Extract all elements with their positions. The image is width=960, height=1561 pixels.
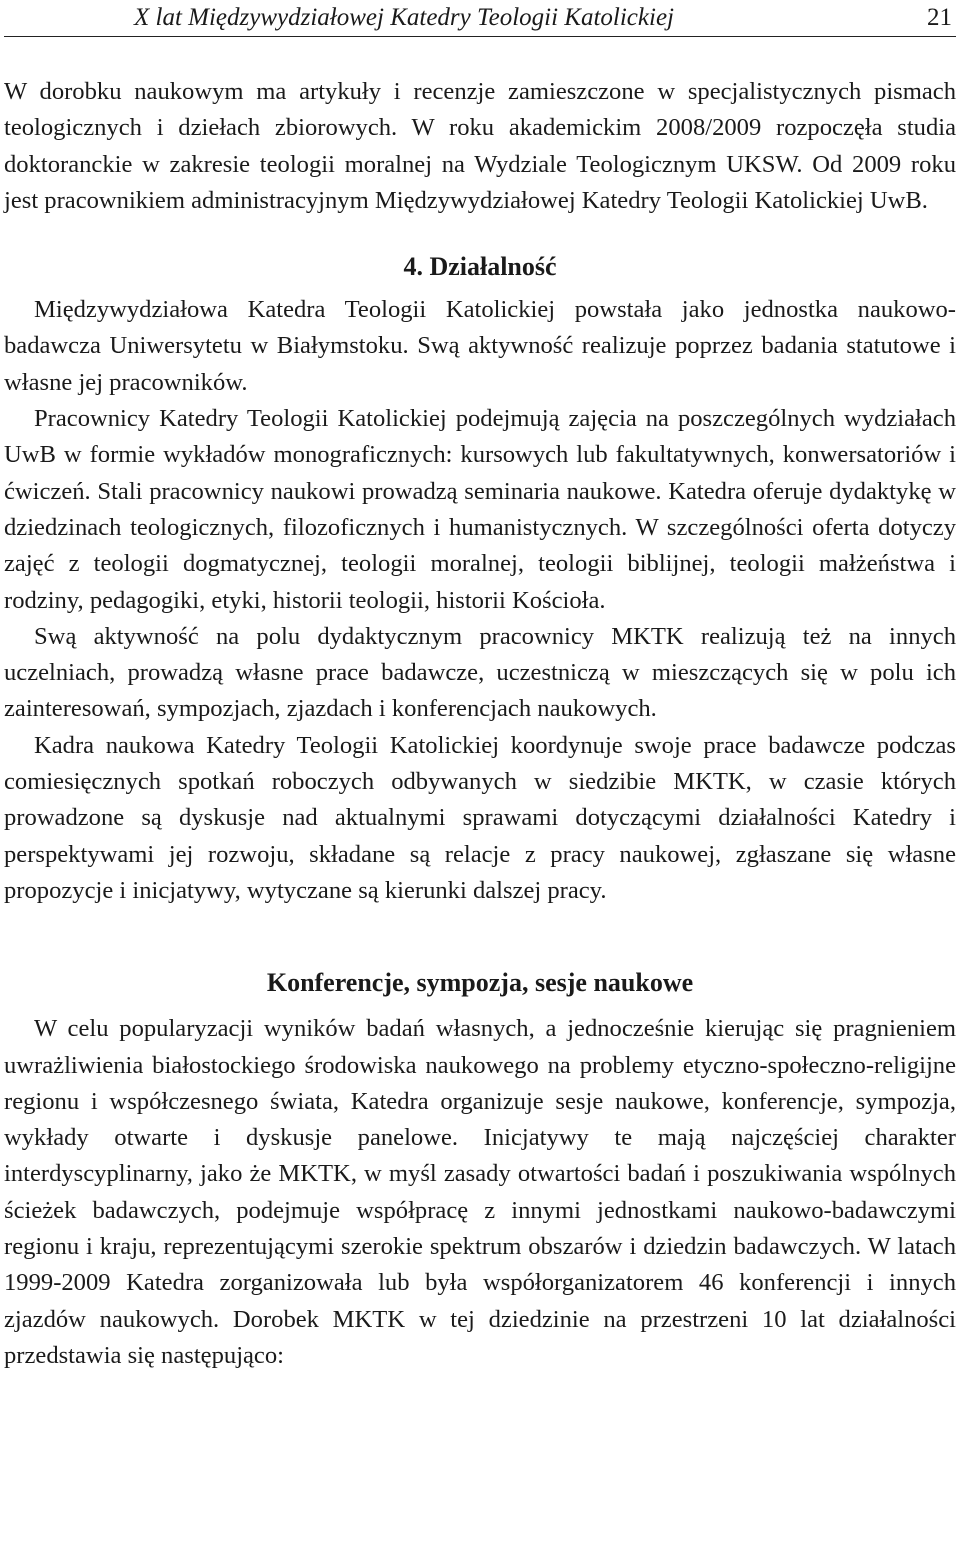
running-header — [4, 0, 956, 37]
paragraph: W celu popularyzacji wyników badań własnych, a jednocześnie kierując się pragnieniem uwrażliwienia białostockiego środowiska naukowego na problemy etyczno-społeczno-religijne regionu i współczesnego świata, Katedra organizuje sesje naukowe, konferencje, sympozja, wykłady otwarte i dyskusje panelowe. Inicjatywy te mają najczęściej charakter interdyscyplinarny, jako że MKTK, w myśl zasady otwartości badań i poszukiwania wspólnych ścieżek badawczych, podejmuje współpracę z innymi jednostkami naukowo-badawczymi regionu i kraju, reprezentującymi szerokie spektrum obszarów i dziedzin badawczych. W latach 1999-2009 Katedra zorganizowała lub była współorganizatorem 46 konferencji i innych zjazdów naukowych. Dorobek MKTK w tej dziedzinie na przestrzeni 10 lat działalności przedstawia się następująco: — [4, 1015, 956, 1369]
subsection-heading: Konferencje, sympozja, sesje naukowe — [266, 968, 694, 998]
body-text — [4, 74, 956, 1374]
paragraph: Swą aktywność na polu dydaktycznym pracownicy MKTK realizują też na innych uczelniach, prowadzą własne prace badawcze, uczestniczą w mieszczących się w polu ich zainteresowań, sympozjach, zjazdach i konferencjach naukowych. — [4, 622, 956, 723]
paragraph: Pracownicy Katedry Teologii Katolickiej podejmują zajęcia na poszczególnych wydziałach UwB w formie wykładów monograficznych: kursowych lub fakultatywnych, konwersatoriów i ćwiczeń. Stali pracownicy naukowi prowadzą seminaria naukowe. Katedra oferuje dydaktykę w dziedzinach teologicznych, filozoficznych i humanistycznych. W szczególności oferta dotyczy zajęć z teologii dogmatycznej, teologii moralnej, teologii biblijnej, teologii małżeństwa i rodziny, pedagogiki, etyki, historii teologii, historii Kościoła. — [4, 405, 956, 614]
page-number: 21 — [927, 4, 952, 31]
paragraph: Kadra naukowa Katedry Teologii Katolickiej koordynuje swoje prace badawcze podczas comiesięcznych spotkań roboczych odbywanych w siedzibie MKTK, w czasie których prowadzone są dyskusje nad aktualnymi sprawami dotyczącymi działalności Katedry i perspektywami jej rozwoju, składane są relacje z pracy naukowej, zgłaszane się własne propozycje i inicjatywy, wytyczane są kierunki dalszej pracy. — [4, 731, 956, 904]
section-heading: 4. Działalność — [403, 252, 557, 282]
paragraph: Międzywydziałowa Katedra Teologii Katolickiej powstała jako jednostka naukowo-badawcza Uniwersytetu w Białymstoku. Swą aktywność realizuje poprzez badania statutowe i własne jej pracowników. — [4, 296, 956, 396]
running-title: X lat Międzywydziałowej Katedry Teologii Katolickiej — [134, 4, 674, 31]
intro-paragraph: W dorobku naukowym ma artykuły i recenzje zamieszczone w specjalistycznych pismach teologicznych i dziełach zbiorowych. W roku akademickim 2008/2009 rozpoczęła studia doktoranckie w zakresie teologii moralnej na Wydziale Teologicznym UKSW. Od 2009 roku jest pracownikiem administracyjnym Międzywydziałowej Katedry Teologii Katolickiej UwB. — [4, 78, 956, 214]
